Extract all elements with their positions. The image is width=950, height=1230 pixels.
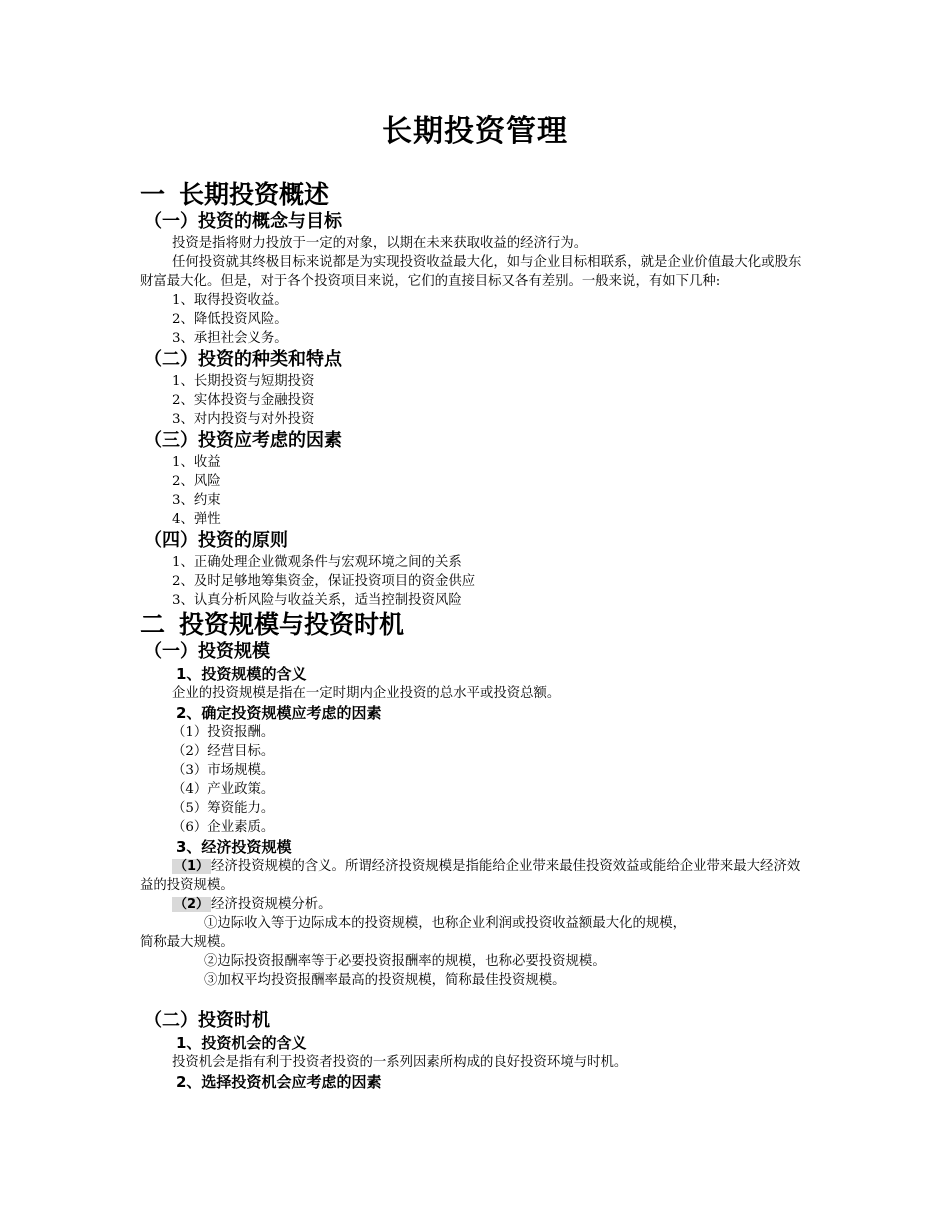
- list-item: （3）市场规模。: [172, 763, 275, 778]
- section-1-heading: [140, 180, 810, 210]
- list-item: 3、认真分析风险与收益关系，适当控制投资风险: [172, 593, 462, 608]
- list-item: 2、实体投资与金融投资: [172, 393, 315, 408]
- list-item: （4）产业政策。: [172, 782, 275, 797]
- paragraph: 投资机会是指有利于投资者投资的一系列因素所构成的良好投资环境与时机。: [172, 1055, 628, 1070]
- list-item: （2）经营目标。: [172, 744, 275, 759]
- circled-item: ③加权平均投资报酬率最高的投资规模，简称最佳投资规模。: [204, 973, 566, 988]
- list-item: 3、承担社会义务。: [172, 331, 288, 346]
- list-item: 1、收益: [172, 455, 221, 470]
- subheading: 1、投资机会的含义: [176, 1034, 307, 1052]
- document-title: 长期投资管理: [382, 114, 568, 149]
- section-1-2-heading: （二）投资的种类和特点: [144, 349, 342, 370]
- circled-item-continuation: 简称最大规模。: [140, 935, 234, 950]
- circled-item: ①边际收入等于边际成本的投资规模，也称企业利润或投资收益额最大化的规模，: [204, 916, 687, 931]
- section-1-4-heading: （四）投资的原则: [144, 530, 288, 551]
- paragraph: 任何投资就其终极目标来说都是为实现投资收益最大化，如与企业目标相联系，就是企业价值最大化或股东财富最大化。但是，对于各个投资项目来说，它们的直接目标又各有差别。一般来说，有如下几种:: [140, 255, 802, 289]
- subheading: 3、经济投资规模: [176, 838, 292, 856]
- paragraph: 企业的投资规模是指在一定时期内企业投资的总水平或投资总额。: [172, 686, 561, 701]
- list-item: （6）企业素质。: [172, 820, 275, 835]
- spacer: [140, 990, 810, 1009]
- section-2-title: 投资规模与投资时机: [179, 610, 405, 639]
- paragraph: [140, 857, 810, 895]
- list-item: 2、降低投资风险。: [172, 312, 288, 327]
- list-item: 2、及时足够地筹集资金，保证投资项目的资金供应: [172, 574, 476, 589]
- highlight-marker: （2）: [174, 897, 210, 912]
- section-1-number: 一: [140, 180, 166, 209]
- list-item: 4、弹性: [172, 512, 221, 527]
- document-page: [140, 110, 810, 1092]
- section-2-heading: [140, 610, 810, 640]
- list-item: 3、对内投资与对外投资: [172, 412, 315, 427]
- list-item: （1）投资报酬。: [172, 725, 275, 740]
- paragraph: 投资是指将财力投放于一定的对象，以期在未来获取收益的经济行为。: [172, 236, 588, 251]
- list-item: 1、取得投资收益。: [172, 293, 288, 308]
- section-1-3-heading: （三）投资应考虑的因素: [144, 430, 342, 451]
- section-2-2-heading: （二）投资时机: [144, 1010, 270, 1031]
- section-1-1-heading: （一）投资的概念与目标: [144, 211, 342, 232]
- list-item: 2、风险: [172, 474, 221, 489]
- paragraph-text: 经济投资规模分析。: [211, 897, 332, 912]
- subheading: 2、选择投资机会应考虑的因素: [176, 1073, 382, 1091]
- paragraph-text: 经济投资规模的含义。所谓经济投资规模是指能给企业带来最佳投资效益或能给企业带来最大经济效益的投资规模。: [140, 859, 801, 893]
- list-item: 1、正确处理企业微观条件与宏观环境之间的关系: [172, 555, 462, 570]
- section-2-1-heading: （一）投资规模: [144, 641, 270, 662]
- subheading: 2、确定投资规模应考虑的因素: [176, 704, 382, 722]
- subheading: 1、投资规模的含义: [176, 665, 307, 683]
- section-1-title: 长期投资概述: [179, 180, 330, 209]
- list-item: （5）筹资能力。: [172, 801, 275, 816]
- list-item: 1、长期投资与短期投资: [172, 374, 315, 389]
- section-2-number: 二: [140, 610, 166, 639]
- highlight-marker: （1）: [174, 859, 210, 874]
- circled-item: ②边际投资报酬率等于必要投资报酬率的规模，也称必要投资规模。: [204, 954, 606, 969]
- paragraph: [140, 895, 810, 914]
- list-item: 3、约束: [172, 493, 221, 508]
